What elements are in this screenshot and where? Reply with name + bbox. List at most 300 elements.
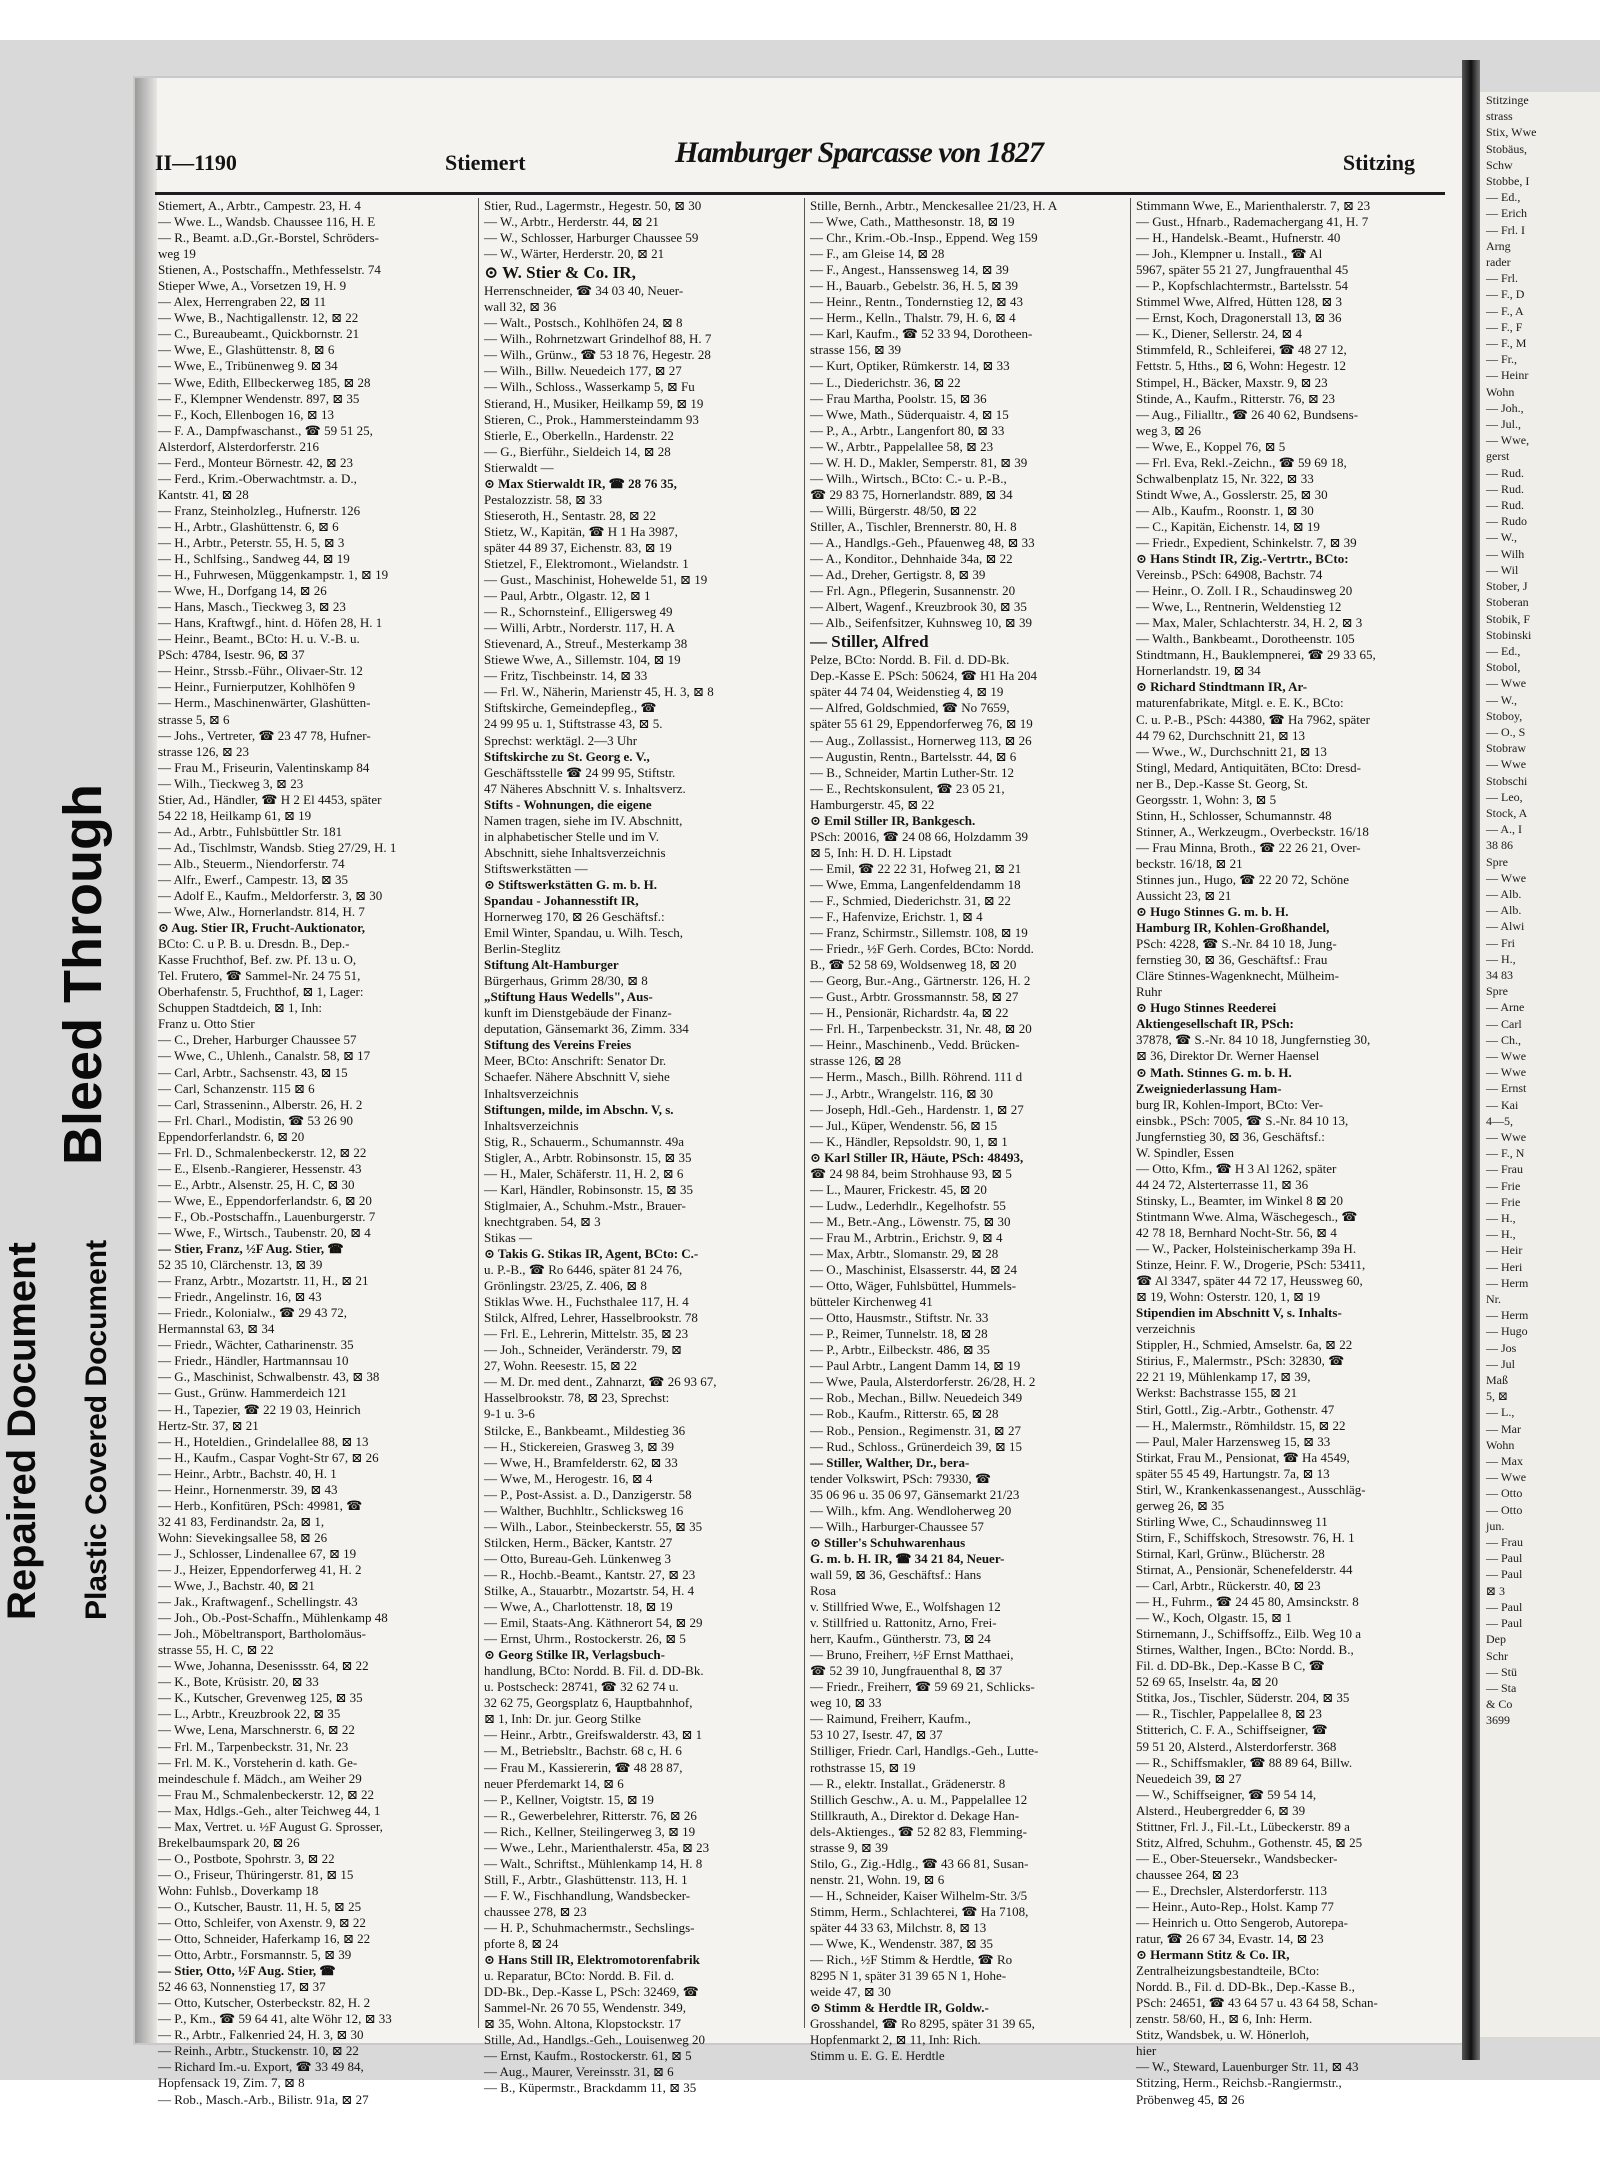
directory-entry: DD-Bk., Dep.-Kasse L, PSch: 32469, ☎: [484, 1984, 699, 2000]
next-page-entry-fragment: Wohn: [1486, 384, 1515, 399]
directory-entry: — Friedr., Freiherr, ☎ 59 69 21, Schlicks-: [810, 1679, 1035, 1695]
directory-entry: — Reinh., Arbtr., Stuckenstr. 10, ⊠ 22: [158, 2043, 359, 2059]
directory-entry: strasse 126, ⊠ 28: [810, 1053, 902, 1069]
directory-entry: ⊙ Hans Stindt IR, Zig.-Vertrtr., BCto:: [1136, 551, 1349, 567]
directory-entry: — R., Hochb.-Beamt., Kantstr. 27, ⊠ 23: [484, 1566, 696, 1582]
directory-entry: — Otto, Schneider, Haferkamp 16, ⊠ 22: [158, 1931, 371, 1947]
directory-entry: — Wilh., Rohrnetzwart Grindelhof 88, H. 7: [484, 331, 712, 347]
directory-entry: — P., Km., ☎ 59 64 41, alte Wöhr 12, ⊠ 33: [158, 2011, 392, 2027]
directory-entry: Stirnes, Walther, Ingen., BCto: Nordd. B.,: [1136, 1642, 1354, 1658]
directory-entry: — Wwe, Edith, Ellbeckerweg 185, ⊠ 28: [158, 374, 371, 390]
directory-entry: Stinn, H., Schlosser, Schumannstr. 48: [1136, 807, 1332, 823]
next-page-entry-fragment: — Sta: [1486, 1680, 1517, 1695]
next-page-entry-fragment: — Frau: [1486, 1162, 1523, 1177]
next-page-entry-fragment: — Wil: [1486, 562, 1519, 577]
directory-entry: — Joh., Schneider, Veränderstr. 79, ⊠: [484, 1342, 682, 1358]
directory-entry: Zentralheizungsbestandteile, BCto:: [1136, 1963, 1320, 1979]
directory-entry: — Wwe, J., Bachstr. 40, ⊠ 21: [158, 1578, 315, 1594]
directory-entry: Stirnal, Karl, Grünw., Blücherstr. 28: [1136, 1545, 1325, 1561]
next-page-entry-fragment: — Joh.,: [1486, 400, 1524, 415]
directory-entry: weide 47, ⊠ 30: [810, 1984, 891, 2000]
directory-entry: — W., Koch, Olgastr. 15, ⊠ 1: [1136, 1610, 1292, 1626]
directory-entry: — Wilh., kfm. Ang. Wendloherweg 20: [810, 1502, 1012, 1518]
directory-entry: Herrenschneider, ☎ 34 03 40, Neuer-: [484, 283, 684, 299]
directory-entry: Emil Winter, Spandau, u. Wilh. Tesch,: [484, 925, 683, 941]
directory-entry: — Franz, Schirmstr., Sillemstr. 108, ⊠ 19: [810, 925, 1028, 941]
next-page-fragment: [1480, 92, 1600, 2037]
directory-entry: — Wwe, C., Uhlenh., Canalstr. 58, ⊠ 17: [158, 1048, 371, 1064]
directory-entry: ⊙ W. Stier & Co. IR,: [484, 263, 636, 283]
column-divider: [804, 198, 805, 2028]
next-page-entry-fragment: Stitzinge: [1486, 93, 1529, 107]
directory-entry: — Herm., Kelln., Thalstr. 79, H. 6, ⊠ 4: [810, 310, 1016, 326]
directory-entry: ⊙ Hans Still IR, Elektromotorenfabrik: [484, 1952, 700, 1968]
directory-entry: — Max, Vertret. u. ½F August G. Sprosser,: [158, 1818, 383, 1834]
directory-entry: — Frau Martha, Poolstr. 15, ⊠ 36: [810, 390, 987, 406]
next-page-entry-fragment: — Paul: [1486, 1551, 1523, 1566]
directory-entry: Stitterich, C. F. A., Schiffseigner, ☎: [1136, 1722, 1328, 1738]
directory-entry: — W., Schiffseigner, ☎ 59 54 14,: [1136, 1786, 1317, 1802]
directory-entry: Stilliger, Friedr. Carl, Handlgs.-Geh., Lutte-: [810, 1743, 1039, 1759]
directory-entry: Pelze, BCto: Nordd. B. Fil. d. DD-Bk.: [810, 652, 1010, 668]
directory-entry: — Frau M., Arbtrin., Erichstr. 9, ⊠ 4: [810, 1229, 1003, 1245]
directory-entry: Stille, Ad., Handlgs.-Geh., Louisenweg 20: [484, 2032, 705, 2048]
directory-entry: ⊠ 36, Direktor Dr. Werner Haensel: [1136, 1048, 1320, 1064]
directory-entry: Cläre Stinnes-Wagenknecht, Mülheim-: [1136, 968, 1339, 984]
next-page-entry-fragment: — H.,: [1486, 1227, 1516, 1242]
directory-entry: — W., Packer, Holsteinischerkamp 39a H.: [1136, 1241, 1357, 1257]
directory-entry: — K., Bote, Krüsistr. 20, ⊠ 33: [158, 1674, 319, 1690]
directory-entry: — F., am Gleise 14, ⊠ 28: [810, 246, 945, 262]
directory-entry: W. Spindler, Essen: [1136, 1144, 1234, 1160]
next-page-entry-fragment: — F., N: [1486, 1146, 1525, 1161]
next-page-entry-fragment: — Heinr: [1486, 368, 1529, 383]
next-page-entry-fragment: — F., M: [1486, 336, 1527, 351]
directory-entry: — H., Fuhrm., ☎ 24 45 80, Amsinckstr. 8: [1136, 1594, 1359, 1610]
directory-column-2: [484, 198, 796, 2096]
next-page-entry-fragment: Spre: [1486, 984, 1508, 999]
directory-entry: 52 69 65, Inselstr. 4a, ⊠ 20: [1136, 1674, 1278, 1690]
directory-entry: — Wilh., Labor., Steinbeckerstr. 55, ⊠ 35: [484, 1518, 703, 1534]
directory-entry: — Paul Arbtr., Langent Damm 14, ⊠ 19: [810, 1358, 1021, 1374]
directory-entry: Stirling Wwe, C., Schaudinnsweg 11: [1136, 1513, 1328, 1529]
next-page-entry-fragment: Stoboy,: [1486, 708, 1523, 723]
directory-entry: — K., Händler, Repsoldstr. 90, 1, ⊠ 1: [810, 1133, 1008, 1149]
directory-entry: strasse 156, ⊠ 39: [810, 342, 902, 358]
directory-entry: Wohn: Fuhlsb., Doverkamp 18: [158, 1882, 319, 1898]
next-page-entry-fragment: — Frl.: [1486, 271, 1519, 286]
directory-entry: — Willi, Arbtr., Norderstr. 117, H. A: [484, 620, 675, 636]
directory-entry: — Alfred, Goldschmied, ☎ No 7659,: [810, 700, 1010, 716]
directory-entry: herr, Kaufm., Güntherstr. 73, ⊠ 24: [810, 1631, 991, 1647]
directory-entry: Stierand, H., Musiker, Heilkamp 59, ⊠ 19: [484, 395, 704, 411]
directory-entry: — H. P., Schuhmachermstr., Sechslings-: [484, 1919, 695, 1935]
directory-entry: — Wwe, Math., Süderquaistr. 4, ⊠ 15: [810, 406, 1009, 422]
directory-entry: — C., Kapitän, Eichenstr. 14, ⊠ 19: [1136, 518, 1320, 534]
next-page-entry-fragment: — Frl. I: [1486, 222, 1525, 237]
directory-entry: — Frl. D., Schmalenbeckerstr. 12, ⊠ 22: [158, 1144, 367, 1160]
directory-entry: — J., Heizer, Eppendorferweg 41, H. 2: [158, 1561, 362, 1577]
directory-entry: — Paul, Maler Harzensweg 15, ⊠ 33: [1136, 1433, 1331, 1449]
directory-entry: — Otto, Arbtr., Forsmannstr. 5, ⊠ 39: [158, 1947, 352, 1963]
directory-entry: — Wilh., Harburger-Chaussee 57: [810, 1518, 984, 1534]
directory-entry: „Stiftung Haus Wedells", Aus-: [484, 989, 653, 1005]
directory-entry: — Ad., Tischlmstr, Wandsb. Stieg 27/29, H. 1: [158, 839, 397, 855]
directory-entry: Stilck, Alfred, Lehrer, Hasselbrookstr. 78: [484, 1310, 698, 1326]
directory-entry: Stippler, H., Schmied, Amselstr. 6a, ⊠ 22: [1136, 1337, 1353, 1353]
directory-entry: — Carl, Schanzenstr. 115 ⊠ 6: [158, 1080, 315, 1096]
directory-entry: ratur, ☎ 26 67 34, Evastr. 14, ⊠ 23: [1136, 1931, 1324, 1947]
directory-entry: Rosa: [810, 1582, 836, 1598]
directory-entry: B., ☎ 52 58 69, Woldsenweg 18, ⊠ 20: [810, 957, 1017, 973]
directory-entry: Stiftskirche zu St. Georg e. V.,: [484, 748, 650, 764]
directory-entry: pforte 8, ⊠ 24: [484, 1936, 559, 1952]
directory-entry: — Augustin, Rentn., Bartelsstr. 44, ⊠ 6: [810, 748, 1017, 764]
directory-entry: Berlin-Steglitz: [484, 941, 561, 957]
directory-entry: — Rich., ½F Stimm & Herdtle, ☎ Ro: [810, 1952, 1013, 1968]
directory-entry: hier: [1136, 2043, 1157, 2059]
directory-entry: Stinner, A., Werkzeugm., Overbeckstr. 16/18: [1136, 823, 1369, 839]
directory-entry: — P., Reimer, Tunnelstr. 18, ⊠ 28: [810, 1326, 988, 1342]
directory-entry: — Wilh., Tieckweg 3, ⊠ 23: [158, 775, 304, 791]
directory-entry: — E., Elsenb.-Rangierer, Hessenstr. 43: [158, 1160, 362, 1176]
next-page-entry-fragment: — Ernst: [1486, 1081, 1527, 1096]
directory-entry: — Joh., Klempner u. Install., ☎ Al: [1136, 246, 1323, 262]
directory-entry: einsbk., PSch: 7005, ☎ S.-Nr. 84 10 13,: [1136, 1112, 1349, 1128]
next-page-entry-fragment: Stobraw: [1486, 741, 1526, 756]
directory-entry: — F., Klempner Wendenstr. 897, ⊠ 35: [158, 390, 360, 406]
directory-entry: — Otto, Hausmstr., Stiftstr. Nr. 33: [810, 1310, 989, 1326]
repaired-document-label: Repaired Document: [0, 1242, 44, 1620]
directory-entry: 37878, ☎ S.-Nr. 84 10 18, Jungfernstieg 30,: [1136, 1032, 1371, 1048]
next-page-entry-fragment: — H.,: [1486, 951, 1516, 966]
directory-entry: — Wwe, B., Nachtigallenstr. 12, ⊠ 22: [158, 310, 359, 326]
directory-entry: — Frl. H., Tarpenbeckstr. 31, Nr. 48, ⊠ 20: [810, 1021, 1032, 1037]
directory-entry: Stitz, Alfred, Schuhm., Gothenstr. 45, ⊠ 25: [1136, 1834, 1363, 1850]
directory-entry: — Heinr., Auto-Rep., Holst. Kamp 77: [1136, 1898, 1334, 1914]
directory-entry: Stitz, Wandsbek, u. W. Hönerloh,: [1136, 2027, 1310, 2043]
directory-entry: — Walth., Bankbeamt., Dorotheenstr. 105: [1136, 631, 1355, 647]
directory-entry: Stirnemann, J., Schiffsoffz., Eilb. Weg 10 a: [1136, 1626, 1361, 1642]
directory-entry: Stietz, W., Kapitän, ☎ H 1 Ha 3987,: [484, 523, 678, 539]
directory-entry: ⊠ 1, Inh: Dr. jur. Georg Stilke: [484, 1711, 641, 1727]
directory-entry: Geschäftsstelle ☎ 24 99 95, Stiftstr.: [484, 764, 676, 780]
directory-entry: deputation, Gänsemarkt 36, Zimm. 334: [484, 1021, 689, 1037]
directory-entry: Bürgerhaus, Grimm 28/30, ⊠ 8: [484, 973, 648, 989]
directory-entry: Stiftung des Vereins Freies: [484, 1037, 632, 1053]
column-divider: [478, 198, 479, 2028]
directory-entry: — W., Wärter, Herderstr. 20, ⊠ 21: [484, 246, 665, 262]
directory-entry: — F., Ob.-Postschaffn., Lauenburgerstr. 7: [158, 1208, 376, 1224]
directory-entry: — H., Maler, Schäferstr. 11, H. 2, ⊠ 6: [484, 1165, 684, 1181]
directory-entry: — L., Arbtr., Kreuzbrook 22, ⊠ 35: [158, 1706, 341, 1722]
next-page-entry-fragment: Dep: [1486, 1632, 1506, 1647]
directory-entry: Stievenard, A., Streuf., Mesterkamp 38: [484, 636, 688, 652]
directory-entry: später 44 89 37, Eichenstr. 83, ⊠ 19: [484, 539, 672, 555]
directory-entry: u. P.-B., ☎ Ro 6446, später 81 24 76,: [484, 1262, 683, 1278]
directory-entry: Stigler, A., Arbtr. Robinsonstr. 15, ⊠ 35: [484, 1149, 692, 1165]
directory-entry: — Ernst, Koch, Dragonerstall 13, ⊠ 36: [1136, 310, 1342, 326]
next-page-entry-fragment: Schw: [1486, 157, 1513, 172]
directory-entry: Stinde, A., Kaufm., Ritterstr. 76, ⊠ 23: [1136, 390, 1336, 406]
next-page-entry-fragment: Stober, J: [1486, 579, 1528, 594]
directory-entry: — Joh., Möbeltransport, Bartholomäus-: [158, 1626, 366, 1642]
directory-entry: Stirkat, Frau M., Pensionat, ☎ Ha 4549,: [1136, 1449, 1350, 1465]
next-page-entry-fragment: — Ed.,: [1486, 190, 1521, 205]
next-page-entry-fragment: — Wilh: [1486, 546, 1525, 561]
directory-entry: — R., Beamt. a.D.,Gr.-Borstel, Schröders-: [158, 230, 379, 246]
directory-entry: Stimm, Herm., Schlachterei, ☎ Ha 7108,: [810, 1903, 1029, 1919]
directory-entry: — Hans, Kraftwgf., hint. d. Höfen 28, H. 1: [158, 615, 383, 631]
directory-entry: Schuppen Stadtdeich, ⊠ 1, Inh:: [158, 1000, 322, 1016]
next-page-entry-fragment: Arng: [1486, 238, 1511, 253]
bleed-through-label: Bleed Through: [53, 784, 113, 1165]
directory-entry: 24 99 95 u. 1, Stiftstrasse 43, ⊠ 5.: [484, 716, 663, 732]
directory-entry: — Frl. E., Lehrerin, Mittelstr. 35, ⊠ 23: [484, 1326, 689, 1342]
directory-entry: — R., Schornsteinf., Elligersweg 49: [484, 604, 673, 620]
directory-entry: PSch: 20016, ☎ 24 08 66, Holzdamm 39: [810, 828, 1029, 844]
directory-entry: Stilo, G., Zig.-Hdlg., ☎ 43 66 81, Susan-: [810, 1855, 1029, 1871]
directory-entry: Stinsky, L., Beamter, im Winkel 8 ⊠ 20: [1136, 1192, 1343, 1208]
directory-entry: zenstr. 58/60, H., ⊠ 6, Inh: Herm.: [1136, 2011, 1313, 2027]
directory-entry: Stirius, F., Malermstr., PSch: 32830, ☎: [1136, 1353, 1345, 1369]
next-page-entry-fragment: rader: [1486, 255, 1511, 270]
directory-entry: — Frl. W., Näherin, Marienstr 45, H. 3, ⊠ 8: [484, 684, 714, 700]
directory-entry: — Heinr., Arbtr., Greifswalderstr. 43, ⊠ 1: [484, 1727, 703, 1743]
directory-entry: ⊙ Max Stierwaldt IR, ☎ 28 76 35,: [484, 475, 677, 491]
directory-entry: C. u. P.-B., PSch: 44380, ☎ Ha 7962, später: [1136, 711, 1370, 727]
directory-entry: Stier, Rud., Lagermstr., Hegestr. 50, ⊠ 30: [484, 198, 702, 213]
directory-entry: — W., Arbtr., Herderstr. 44, ⊠ 21: [484, 214, 659, 230]
directory-entry: Pröbenweg 45, ⊠ 26: [1136, 2091, 1245, 2107]
directory-entry: verzeichnis: [1136, 1321, 1196, 1337]
directory-entry: — O., Postbote, Spohrstr. 3, ⊠ 22: [158, 1850, 335, 1866]
directory-entry: — Heinr., Hornenmerstr. 39, ⊠ 43: [158, 1481, 338, 1497]
next-page-entry-fragment: — Wwe,: [1486, 433, 1530, 448]
directory-entry: Dep.-Kasse E. PSch: 50624, ☎ H1 Ha 204: [810, 668, 1038, 684]
directory-entry: — G., Bierführ., Sieldeich 14, ⊠ 28: [484, 443, 671, 459]
directory-entry: v. Stillfried Wwe, E., Wolfshagen 12: [810, 1599, 1001, 1615]
directory-entry: strasse 55, H. C, ⊠ 22: [158, 1642, 274, 1658]
directory-entry: — Alex, Herrengraben 22, ⊠ 11: [158, 294, 327, 310]
directory-entry: — Wwe. L., Wandsb. Chaussee 116, H. E: [158, 214, 376, 230]
directory-entry: 47 Näheres Abschnitt V. s. Inhaltsverz.: [484, 780, 686, 796]
next-page-entry-fragment: — Mar: [1486, 1421, 1521, 1436]
directory-entry: — Franz, Arbtr., Mozartstr. 11, H., ⊠ 21: [158, 1273, 369, 1289]
directory-entry: — Wwe, F., Wirtsch., Taubenstr. 20, ⊠ 4: [158, 1225, 371, 1240]
directory-entry: Stingl, Medard, Antiquitäten, BCto: Dresd-: [1136, 759, 1361, 775]
directory-column-1: [158, 198, 470, 2107]
directory-entry: Fil. d. DD-Bk., Dep.-Kasse B C, ☎: [1136, 1658, 1325, 1674]
directory-entry: Stittner, Frl. J., Fil.-Lt., Lübeckerstr. 89 a: [1136, 1818, 1350, 1834]
directory-entry: — M. Dr. med dent., Zahnarzt, ☎ 26 93 67,: [484, 1374, 717, 1390]
directory-entry: Stillkrauth, A., Direktor d. Dekage Han-: [810, 1807, 1020, 1823]
directory-entry: maturenfabrikate, Mitgl. e. E. K., BCto:: [1136, 695, 1344, 711]
next-page-entry-fragment: — Rud.: [1486, 498, 1525, 513]
directory-entry: — F. W., Fischhandlung, Wandsbecker-: [484, 1887, 691, 1903]
directory-entry: — Max, Hdlgs.-Geh., alter Teichweg 44, 1: [158, 1802, 381, 1818]
directory-entry: — H., Schlfsing., Sandweg 44, ⊠ 19: [158, 551, 350, 567]
directory-entry: — Alfr., Ewerf., Campestr. 13, ⊠ 35: [158, 871, 348, 887]
directory-entry: Inhaltsverzeichnis: [484, 1117, 579, 1133]
directory-entry: Inhaltsverzeichnis: [484, 1085, 579, 1101]
directory-entry: — Rob., Mechan., Billw. Neuedeich 349: [810, 1390, 1023, 1406]
directory-entry: wall 59, ⊠ 36, Geschäftsf.: Hans: [810, 1566, 982, 1582]
directory-entry: 22 21 19, Mühlenkamp 17, ⊠ 39,: [1136, 1369, 1311, 1385]
next-page-entry-fragment: — Stü: [1486, 1664, 1518, 1679]
directory-entry: — H., Arbtr., Peterstr. 55, H. 5, ⊠ 3: [158, 534, 345, 550]
directory-entry: 42 78 18, Bernhard Nocht-Str. 56, ⊠ 4: [1136, 1225, 1337, 1240]
directory-entry: — Carl, Arbtr., Sachsenstr. 43, ⊠ 15: [158, 1064, 348, 1080]
directory-entry: 9-1 u. 3-6: [484, 1406, 535, 1422]
directory-entry: Stiewe Wwe, A., Sillemstr. 104, ⊠ 19: [484, 652, 681, 668]
directory-entry: — H., Schneider, Kaiser Wilhelm-Str. 3/5: [810, 1887, 1028, 1903]
directory-entry: — Walt., Schriftst., Mühlenkamp 14, H. 8: [484, 1855, 703, 1871]
directory-entry: Stimm u. E. G. E. Herdtle: [810, 2048, 945, 2064]
directory-entry: — M., Betr.-Ang., Löwenstr. 75, ⊠ 30: [810, 1213, 1011, 1229]
next-page-entry-fragment: — F., A: [1486, 303, 1524, 318]
directory-entry: — W., Schlosser, Harburger Chaussee 59: [484, 230, 699, 246]
directory-entry: — Frau M., Kassiererin, ☎ 48 28 87,: [484, 1759, 683, 1775]
next-page-entry-fragment: — Ed.,: [1486, 643, 1521, 658]
directory-entry: Nordd. B., Fil. d. DD-Bk., Dep.-Kasse B.,: [1136, 1979, 1355, 1995]
directory-entry: — Stiller, Alfred: [810, 632, 929, 652]
directory-entry: — Heinr., Arbtr., Bachstr. 40, H. 1: [158, 1465, 337, 1481]
directory-entry: ⊙ Richard Stindtmann IR, Ar-: [1136, 679, 1308, 695]
directory-entry: — Frl. M., Tarpenbeckstr. 31, Nr. 23: [158, 1738, 349, 1754]
next-page-entry-fragment: — Wwe: [1486, 1065, 1527, 1080]
directory-entry: — Max, Arbtr., Slomanstr. 29, ⊠ 28: [810, 1246, 999, 1261]
directory-entry: — Rud., Schloss., Grünerdeich 39, ⊠ 15: [810, 1438, 1023, 1454]
directory-entry: ⊠ 35, Wohn. Altona, Klopstockstr. 17: [484, 2016, 682, 2032]
next-page-entry-fragment: Maß: [1486, 1373, 1508, 1388]
directory-entry: Stitzing, Herm., Reichsb.-Rangiermstr.,: [1136, 2075, 1342, 2091]
directory-entry: Stiftung Alt-Hamburger: [484, 957, 619, 973]
directory-entry: Stieseroth, H., Sentastr. 28, ⊠ 22: [484, 507, 656, 523]
directory-entry: — Heinr., O. Zoll. I R., Schaudinsweg 20: [1136, 583, 1353, 599]
next-page-entry-fragment: Stock, A: [1486, 805, 1528, 820]
directory-entry: — Joseph, Hdl.-Geh., Hardenstr. 1, ⊠ 27: [810, 1101, 1024, 1117]
directory-entry: — Wwe, M., Herogestr. 16, ⊠ 4: [484, 1470, 653, 1486]
directory-entry: ⊙ Aug. Stier IR, Frucht-Auktionator,: [158, 920, 365, 936]
next-page-entry-fragment: Wohn: [1486, 1437, 1515, 1452]
directory-entry: ⊙ Stimm & Herdtle IR, Goldw.-: [810, 2000, 989, 2016]
next-page-entry-fragment: — Jul.,: [1486, 417, 1522, 432]
directory-entry: — Wwe, Emma, Langenfeldendamm 18: [810, 876, 1021, 892]
directory-entry: Stilcke, E., Bankbeamt., Mildestieg 36: [484, 1422, 686, 1438]
next-page-entry-fragment: — W.,: [1486, 692, 1518, 707]
directory-entry: — Carl, Strasseninn., Alberstr. 26, H. 2: [158, 1096, 363, 1112]
directory-entry: — Richard Im.-u. Export, ☎ 33 49 84,: [158, 2059, 364, 2075]
directory-entry: — H., Handelsk.-Beamt., Hufnerstr. 40: [1136, 230, 1341, 246]
directory-entry: Stiftswerkstätten —: [484, 860, 588, 876]
directory-entry: — Wwe, Cath., Matthesonstr. 18, ⊠ 19: [810, 214, 1015, 230]
next-page-entry-fragment: 3699: [1486, 1713, 1510, 1728]
directory-entry: u. Reparatur, BCto: Nordd. B. Fil. d.: [484, 1968, 675, 1984]
directory-entry: — Wilh., Grünw., ☎ 53 18 76, Hegestr. 28: [484, 347, 711, 363]
directory-entry: gerweg 26, ⊠ 35: [1136, 1497, 1225, 1513]
directory-entry: — Carl, Arbtr., Rückerstr. 40, ⊠ 23: [1136, 1578, 1321, 1594]
next-page-entry-fragment: 34 83: [1486, 967, 1513, 982]
directory-entry: — Wilh., Billw. Neuedeich 177, ⊠ 27: [484, 363, 682, 379]
directory-entry: — Bruno, Freiherr, ½F Ernst Matthaei,: [810, 1647, 1014, 1663]
last-entry-name: Stitzing: [1342, 150, 1415, 175]
directory-entry: ⊙ Hugo Stinnes G. m. b. H.: [1136, 904, 1289, 920]
next-page-entry-fragment: 4—5,: [1486, 1113, 1513, 1128]
next-page-entry-fragment: — Wwe: [1486, 757, 1527, 772]
directory-entry: — Adolf E., Kaufm., Meldorferstr. 3, ⊠ 30: [158, 888, 383, 904]
directory-entry: — L., Diederichstr. 36, ⊠ 22: [810, 374, 961, 390]
directory-entry: G. m. b. H. IR, ☎ 34 21 84, Neuer-: [810, 1550, 1005, 1566]
directory-entry: — Frau Minna, Broth., ☎ 22 26 21, Over-: [1136, 839, 1361, 855]
directory-entry: Stig, R., Schauerm., Schumannstr. 49a: [484, 1133, 685, 1149]
directory-entry: ner B., Dep.-Kasse St. Georg, St.: [1136, 775, 1308, 791]
directory-entry: — R., elektr. Installat., Grädenerstr. 8: [810, 1775, 1006, 1791]
directory-entry: — E., Ober-Steuersekr., Wandsbecker-: [1136, 1850, 1338, 1866]
directory-entry: Stier, Ad., Händler, ☎ H 2 El 4453, später: [158, 791, 382, 807]
directory-entry: u. Postscheck: 28741, ☎ 32 62 74 u.: [484, 1679, 679, 1695]
directory-entry: — Gust., Maschinist, Hohewelde 51, ⊠ 19: [484, 572, 708, 588]
directory-entry: — W., Arbtr., Pappelallee 58, ⊠ 23: [810, 438, 994, 454]
directory-entry: ⊙ Emil Stiller IR, Bankgesch.: [810, 812, 976, 828]
directory-entry: — Rob., Pension., Regimenstr. 31, ⊠ 27: [810, 1422, 1021, 1438]
directory-entry: weg 10, ⊠ 33: [810, 1695, 882, 1711]
directory-entry: Aussicht 23, ⊠ 21: [1136, 888, 1232, 904]
directory-entry: Stierwaldt —: [484, 459, 554, 475]
next-page-entry-fragment: — Frau: [1486, 1535, 1523, 1550]
directory-entry: kunft im Dienstgebäude der Finanz-: [484, 1005, 672, 1021]
directory-entry: Werkst: Bachstrasse 155, ⊠ 21: [1136, 1385, 1298, 1401]
page-header: [155, 136, 1445, 195]
directory-entry: 52 46 63, Nonnenstieg 17, ⊠ 37: [158, 1979, 326, 1995]
directory-entry: — Walther, Buchhltr., Schlicksweg 16: [484, 1502, 684, 1518]
directory-entry: — Heinr., Strssb.-Führ., Olivaer-Str. 12: [158, 663, 363, 679]
directory-entry: — Friedr., Kolonialw., ☎ 29 43 72,: [158, 1305, 348, 1321]
directory-entry: Stindt Wwe, A., Gosslerstr. 25, ⊠ 30: [1136, 486, 1328, 502]
directory-entry: — Stier, Franz, ½F Aug. Stier, ☎: [158, 1241, 344, 1257]
directory-entry: ⊙ Hermann Stitz & Co. IR,: [1136, 1947, 1290, 1963]
directory-entry: — Wwe, E., Tribünenweg 9. ⊠ 34: [158, 358, 338, 374]
directory-entry: 32 62 75, Georgsplatz 6, Hauptbahnhof,: [484, 1695, 693, 1711]
directory-entry: Hornerlandstr. 19, ⊠ 34: [1136, 663, 1261, 679]
next-page-entry-fragment: ⊠ 3: [1486, 1583, 1506, 1598]
directory-entry: weg 3, ⊠ 26: [1136, 422, 1202, 438]
directory-entry: Stienen, A., Postschaffn., Methfesselstr. 74: [158, 262, 381, 278]
directory-entry: strasse 126, ⊠ 23: [158, 743, 250, 759]
directory-entry: — Rich., Kellner, Steilingerweg 3, ⊠ 19: [484, 1823, 696, 1839]
directory-entry: — Stiller, Walther, Dr., bera-: [810, 1454, 970, 1470]
next-page-entry-fragment: Schr: [1486, 1648, 1508, 1663]
directory-entry: — Gust., Hfnarb., Rademachergang 41, H. 7: [1136, 214, 1369, 230]
directory-entry: 53 10 27, Isestr. 47, ⊠ 37: [810, 1727, 943, 1743]
directory-entry: in alphabetischer Stelle und im V.: [484, 828, 659, 844]
next-page-entry-fragment: — Herm: [1486, 1275, 1529, 1290]
directory-entry: v. Stillfried u. Rattonitz, Arno, Frei-: [810, 1615, 997, 1631]
directory-entry: — Wwe, A., Charlottenstr. 18, ⊠ 19: [484, 1599, 673, 1615]
next-page-entry-fragment: — Jul: [1486, 1356, 1516, 1371]
page-number: II—1190: [155, 150, 237, 175]
directory-entry: PSch: 24651, ☎ 43 64 57 u. 43 64 58, Schan-: [1136, 1995, 1378, 2011]
directory-entry: — O., Kutscher, Baustr. 11, H. 5, ⊠ 25: [158, 1898, 362, 1914]
directory-entry: — Wwe, L., Rentnerin, Weldenstieg 12: [1136, 599, 1342, 615]
next-page-entry-fragment: gerst: [1486, 449, 1510, 464]
directory-entry: — R., Arbtr., Falkenried 24, H. 3, ⊠ 30: [158, 2027, 364, 2043]
directory-entry: — H., Tapezier, ☎ 22 19 03, Heinrich: [158, 1401, 361, 1417]
directory-entry: — Herm., Maschinenwärter, Glashütten-: [158, 695, 371, 711]
next-page-entry-fragment: Stobinski: [1486, 627, 1532, 642]
directory-entry: — Otto, Kfm., ☎ H 3 Al 1262, später: [1136, 1160, 1337, 1176]
directory-entry: — Wwe, Paula, Alsterdorferstr. 26/28, H. 2: [810, 1374, 1036, 1390]
